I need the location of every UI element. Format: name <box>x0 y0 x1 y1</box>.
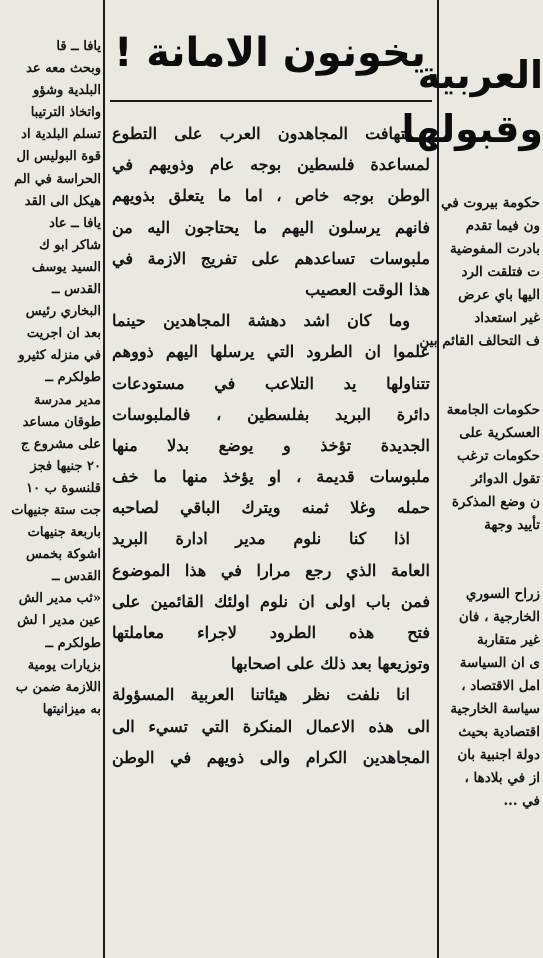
right-text-line: ف التحالف القائم بين <box>419 333 540 349</box>
right-text-line: حكومة بيروت في <box>441 195 540 211</box>
left-text-line: البخاري رئيس <box>25 304 101 320</box>
left-text-line: مدير مدرسة <box>33 392 101 408</box>
left-text-line: على مشروع ج <box>20 436 101 452</box>
left-text-line: في منزله كثيرو <box>18 348 101 364</box>
left-text-line: طولكرم ــ <box>45 370 101 386</box>
right-text-line: ون فيما تقدم <box>465 218 540 234</box>
right-text-line <box>440 537 543 560</box>
right-text-line: حكومات الجامعة <box>446 402 540 418</box>
left-text-line: السيد يوسف <box>31 259 101 275</box>
left-text-line: القدس ــ <box>52 282 101 298</box>
right-text-line: ى ان السياسة <box>459 655 540 671</box>
left-text-line: بعد ان اجريت <box>26 326 101 342</box>
right-body <box>419 192 543 813</box>
article-headline: يخونون الامانة ! <box>114 30 426 76</box>
right-text-line: تقول الدوائر <box>471 471 540 487</box>
left-text-line: جت ستة جنيهات <box>11 502 101 518</box>
left-text-line: القدس ــ <box>52 569 101 585</box>
left-text-line: واتخاذ الترتيبا <box>30 105 101 121</box>
article-paragraph <box>106 305 436 523</box>
article-column <box>106 0 436 958</box>
left-text-line: اشوكة بخمس <box>25 547 101 563</box>
article-line: الوطن بوجه خاص ، اما ما يتعلق بذويهم <box>112 186 430 206</box>
article-line: المجاهدين الكرام والى ذويهم في الوطن <box>112 747 430 767</box>
left-text-line: باربعة جنيهات <box>27 525 101 541</box>
article-line: وتوزيعها بعد ذلك على اصحابها <box>230 654 430 674</box>
article-line: هذا الوقت العصيب <box>305 279 430 299</box>
right-text-line: اليها باي عرض <box>458 287 540 303</box>
left-text-line: «ثب مدير الش <box>18 591 101 607</box>
article-line: علموا ان الطرود التي يرسلها اليهم ذووهم <box>112 342 430 362</box>
article-line: يتهافت المجاهدون العرب على التطوع <box>112 124 410 143</box>
article-line: ملبوسات تساعدهم على تفريج الازمة في <box>112 248 430 268</box>
article-line: فمن باب اولى ان نلوم اولئك القائمين على <box>112 591 430 611</box>
right-text-line: غير استعداد <box>474 310 540 326</box>
article-line: فتح هذه الطرود لاجراء معاملتها <box>112 623 430 642</box>
right-text-line: الخارجية ، فان <box>458 609 540 625</box>
right-text-line <box>440 376 543 399</box>
article-line: الى هذه الاعمال المنكرة التي تسيء الى <box>112 716 430 736</box>
right-headline-line: العربية <box>417 53 543 97</box>
article-paragraph <box>106 679 436 773</box>
right-headline-line: وقبولها <box>401 107 543 151</box>
column-rule-left <box>103 0 105 958</box>
left-news-column <box>0 0 103 958</box>
headline-box <box>110 10 430 96</box>
left-text-line: البلدية وشؤو <box>33 83 101 99</box>
right-text-line: از في بلادها ، <box>464 770 540 786</box>
article-line: لمساعدة فلسطين بوجه عام وذويهم في <box>112 155 430 175</box>
left-text-line: طولكرم ــ <box>45 635 101 651</box>
left-text-line: عين مدير ا لش <box>17 613 101 629</box>
right-text-line: في ... <box>503 793 540 809</box>
article-line: دائرة البريد بفلسطين ، فالملبوسات <box>112 404 430 424</box>
article-paragraph <box>106 118 436 305</box>
right-text-line: بادرت المفوضية <box>449 241 540 257</box>
right-text-line: دولة اجنبية بان <box>457 747 540 763</box>
right-text-line: ت فتلقت الرد <box>461 264 540 280</box>
right-text-line: حكومات ترغب <box>456 448 540 464</box>
article-line: اذا كنا نلوم مدير ادارة البريد <box>112 529 410 549</box>
right-text-line: غير متقاربة <box>476 632 540 648</box>
left-text-line: ٢٠ جنيها فجز <box>30 458 101 474</box>
right-text-line <box>440 560 543 583</box>
right-text-line <box>440 353 543 376</box>
article-line: تتناولها يد التلاعب في مستودعات <box>112 373 430 393</box>
left-text-line: شاكر ابو ك <box>39 237 101 253</box>
article-line: ملبوسات قديمة ، او يؤخذ منها ما خف <box>112 467 430 487</box>
left-text-line: تسلم البلدية اد <box>21 127 101 143</box>
right-news-column <box>401 0 543 958</box>
article-paragraph <box>106 523 436 679</box>
article-line: العامة الذي رجع مرارا في هذا الموضوع <box>112 560 430 580</box>
left-text-line: يافا ــ عاد <box>49 215 101 231</box>
left-text-line: قلنسوة ب ١٠ <box>26 480 101 496</box>
left-text-line: الحراسة في الم <box>14 171 101 187</box>
article-line: فانهم يرسلون اليهم ما يحتاجون اليه من <box>112 217 430 237</box>
right-text-line: ن وضع المذكرة <box>451 494 540 510</box>
right-text-line: العسكرية على <box>459 425 540 441</box>
right-text-line: امل الاقتصاد ، <box>461 678 540 694</box>
left-text-line: اللازمة ضمن ب <box>15 679 101 695</box>
headline-divider <box>110 100 432 102</box>
right-text-line: تأييد وجهة <box>484 517 540 533</box>
right-text-line: اقتصادية بحيث <box>458 724 540 740</box>
left-text-line: بزيارات يومية <box>27 657 101 673</box>
article-line: الجديدة تؤخذ و يوضع بدلا منها <box>112 435 430 455</box>
left-text-line: قوة البوليس ال <box>16 149 101 165</box>
left-text-line: هيكل الى القد <box>24 193 101 209</box>
left-text-line: به ميزانيتها <box>42 701 101 717</box>
right-text-line: سياسة الخارجية <box>450 701 540 717</box>
article-line: وما كان اشد دهشة المجاهدين حينما <box>112 311 410 331</box>
article-line: حمله وغلا ثمنه ويترك الباقي لصاحبه <box>112 498 430 518</box>
right-text-line: زراح السوري <box>465 586 540 602</box>
left-text-line: طوقان مساعد <box>22 414 101 430</box>
article-line: انا نلفت نظر هيئاتنا العربية المسؤولة <box>112 685 410 705</box>
left-text-line: وبحث معه عد <box>26 61 101 77</box>
left-text-line: يافا ــ قا <box>56 39 101 54</box>
